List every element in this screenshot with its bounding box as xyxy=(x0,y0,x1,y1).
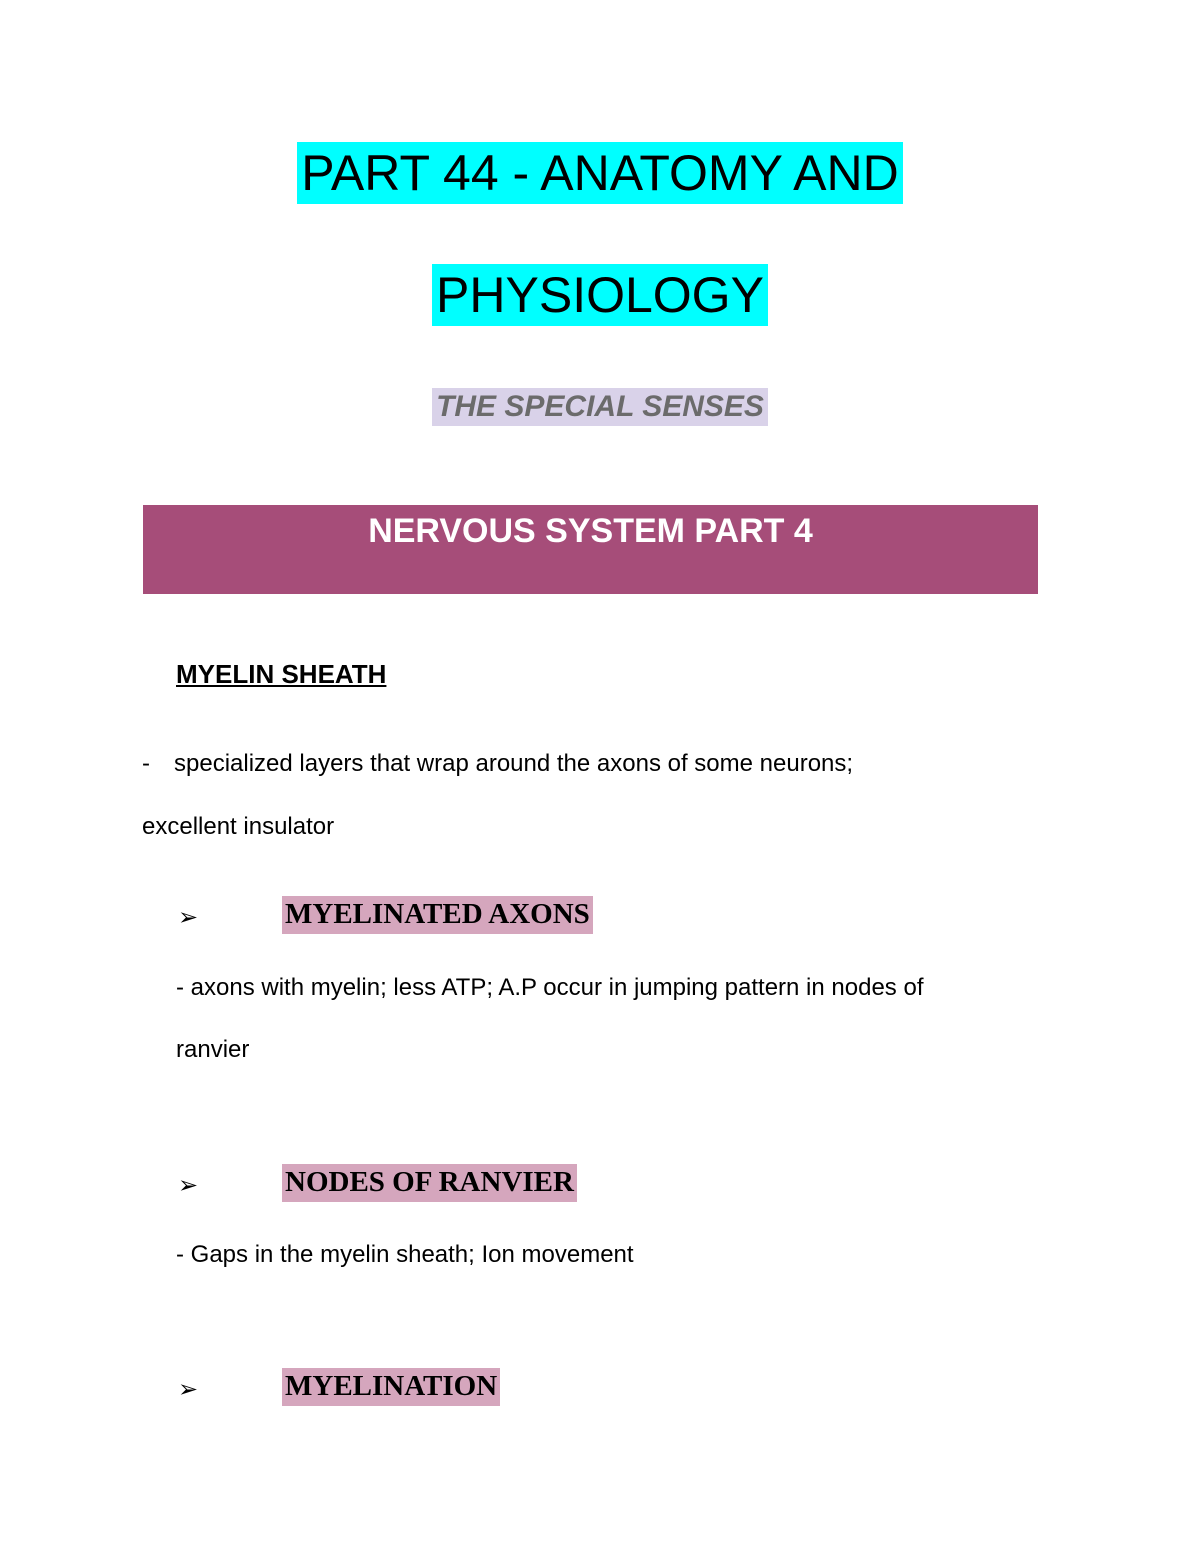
title-line-2 xyxy=(0,264,1200,326)
item-text-line-1: - Gaps in the myelin sheath; Ion movement xyxy=(176,1241,634,1268)
definition-dash: - xyxy=(142,750,150,777)
subtitle: THE SPECIAL SENSES xyxy=(432,388,768,426)
arrow-bullet-icon: ➢ xyxy=(178,903,199,931)
section-banner xyxy=(143,505,1038,594)
item-heading-label: MYELINATED AXONS xyxy=(282,896,593,934)
arrow-bullet-icon: ➢ xyxy=(178,1171,199,1199)
item-heading-label: MYELINATION xyxy=(282,1368,500,1406)
definition-line-1: specialized layers that wrap around the axons of some neurons; xyxy=(174,750,854,777)
banner-title: NERVOUS SYSTEM PART 4 xyxy=(368,512,813,550)
item-heading-myelinated-axons xyxy=(282,896,593,934)
item-heading-myelination xyxy=(282,1368,500,1406)
page-title-part1: PART 44 - ANATOMY AND xyxy=(297,142,902,204)
definition-line-2: excellent insulator xyxy=(142,813,335,840)
page-title-part2: PHYSIOLOGY xyxy=(432,264,768,326)
subtitle-row xyxy=(0,388,1200,426)
item-text-line-1: - axons with myelin; less ATP; A.P occur in jumping pattern in nodes of xyxy=(176,974,924,1001)
item-heading-nodes-of-ranvier xyxy=(282,1164,577,1202)
section-heading: MYELIN SHEATH xyxy=(176,659,387,689)
item-text-line-2: ranvier xyxy=(176,1036,250,1063)
item-heading-label: NODES OF RANVIER xyxy=(282,1164,577,1202)
arrow-bullet-icon: ➢ xyxy=(178,1375,199,1403)
title-line-1 xyxy=(0,142,1200,204)
